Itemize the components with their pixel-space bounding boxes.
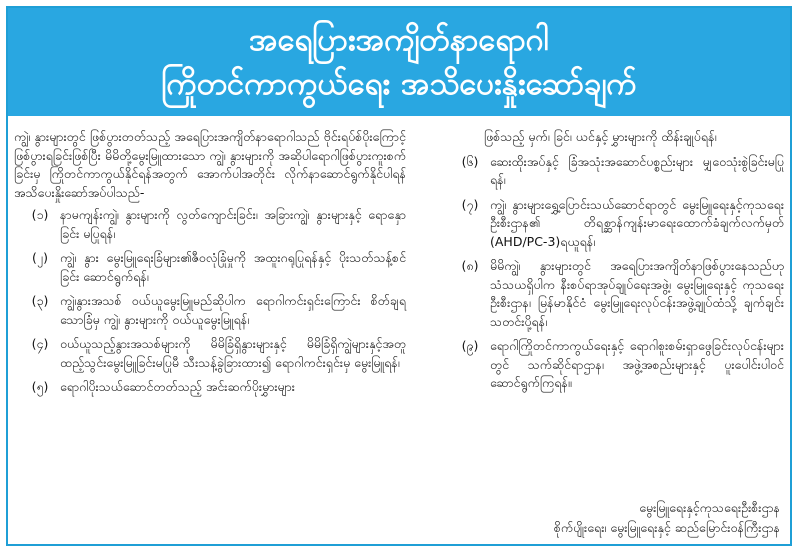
item-text: ရောဂါကြိုတင်ကာကွယ်ရေးနှင့် ရောဂါစူးစမ်းရှာဖွေခြင်းလုပ်ငန်းများတွင် သက်ဆိုင်ရာဌာန၊ အဖွဲ့အစည်းများနှင့် ပူးပေါင်းပါဝင်ဆောင်ရွက်ကြရန်။	[490, 338, 784, 390]
title-banner	[8, 8, 790, 116]
item-number: (၁)	[31, 207, 49, 222]
item-text: ရောဂါပိုးသယ်ဆောင်တတ်သည့် အင်းဆက်ပိုးမွှားများ	[60, 379, 295, 394]
item-continuation: ဖြစ်သည့် မှက်၊ ခြင်၊ ယင်နှင့် မွှားများကို ထိန်းချုပ်ရန်၊	[484, 129, 717, 144]
item-number: (၈)	[461, 258, 479, 273]
list-item	[14, 335, 406, 372]
list-item	[444, 153, 784, 190]
item-number: (၉)	[461, 338, 479, 353]
item-number: (၇)	[461, 196, 479, 212]
item-number: (၅)	[31, 379, 49, 394]
list-item	[14, 292, 406, 329]
item-text: ကျွဲ၊နွားအသစ် ဝယ်ယူမွေးမြူမည်ဆိုပါက ရောဂါကင်းရှင်းကြောင်း စိတ်ချရသောခြံမှ ကျွဲ၊ နွားများကို ဝယ်ယူမွေးမြူရန်၊	[60, 293, 406, 327]
list-item	[444, 337, 784, 393]
title-line-1: အရေပြားအကျိတ်နာရောဂါ	[249, 22, 549, 58]
item-text: ကျွဲ၊ နွား မွေးမြူရေးခြံများ၏ဇီဝလုံခြုံမှုကို အထူးဂရုပြုရန်နှင့် ပိုးသတ်သန့်စင်ခြင်း ဆောင်ရွက်ရန်၊	[60, 250, 406, 284]
list-item	[14, 206, 406, 243]
list-item	[14, 378, 406, 397]
item-text: ဝယ်ယူသည့်နွားအသစ်များကို မိမိခြံရှိနွားများနှင့် မိမိခြံရှိကျွဲများနှင့်အတူ ထည့်သွင်းမွေးမြူခြင်းမပြုမီ သီးသန့်ခွဲခြားထား၍ ရောဂါကင်းရှင်းမှ မွေးမြူရန်၊	[60, 336, 406, 370]
signature-ministry: စိုက်ပျိုးရေး၊ မွေးမြူရေးနှင့် ဆည်မြောင်းဝန်ကြီးဌာန	[553, 520, 780, 535]
item-number: (၂)	[32, 250, 48, 265]
right-column	[444, 128, 784, 399]
item-number: (၃)	[31, 293, 49, 308]
list-item	[14, 249, 406, 286]
item-text: မိမိကျွဲ၊ နွားများတွင် အရေပြားအကျိတ်နာဖြစ်ပွားနေသည်ဟု သံသယရှိပါက နီးစပ်ရာအုပ်ချုပ်ရေးအဖွဲ့၊ မွေးမြူရေးနှင့် ကုသရေးဦးစီးဌာန၊ မြန်မာနိုင်ငံ မွေးမြူရေးလုပ်ငန်းအဖွဲ့ချုပ်ထံသို့ ချက်ချင်းသတင်းပို့ရန်၊	[490, 258, 784, 329]
list-item	[444, 196, 784, 252]
item-number: (၆)	[461, 153, 479, 169]
item-text: ဆေးထိုးအပ်နှင့် ခြံအသုံးအဆောင်ပစ္စည်းများ မျှဝေသုံးစွဲခြင်းမပြုရန်၊	[490, 153, 784, 187]
item-text: ကျွဲ၊ နွားများရွှေ့ပြောင်းသယ်ဆောင်ရာတွင် မွေးမြူရေးနှင့်ကုသရေးဦးစီးဌာန၏ တိရစ္ဆာန်ကျန်းမာရေးထောက်ခံချက်လက်မှတ် (AHD/PC-3)ရယူရန်၊	[490, 196, 784, 249]
item-number: (၄)	[31, 336, 49, 351]
signature-block	[554, 498, 780, 538]
title-line-2: ကြိုတင်ကာကွယ်ရေး အသိပေးနှိုးဆော်ချက်	[161, 66, 637, 102]
signature-department: မွေးမြူရေးနှင့်ကုသရေးဦးစီးဌာန	[639, 500, 780, 515]
intro-paragraph: ကျွဲ၊ နွားများတွင် ဖြစ်ပွားတတ်သည့် အရေပြားအကျိတ်နာရောဂါသည် ဗိုင်းရပ်စ်ပိုးကြောင့် ဖြစ်ပွားရခြင်းဖြစ်ပြီး မိမိတို့မွေးမြူထားသော ကျွဲ၊ နွားများကို အဆိုပါရောဂါဖြစ်ပွားကူးစက်ခြင်းမှ ကြိုတင်ကာကွယ်နိုင်ရန်အတွက် အောက်ပါအတိုင်း လိုက်နာဆောင်ရွက်နိုင်ပါရန် အသိပေးနှိုးဆော်အပ်ပါသည်-	[14, 129, 406, 200]
item-text: နာမကျန်းကျွဲ၊ နွားများကို လွတ်ကျောင်းခြင်း၊ အခြားကျွဲ၊ နွားများနှင့် ရောနှောခြင်း မပြုရန်၊	[60, 207, 406, 241]
notice-frame	[6, 6, 792, 546]
list-item	[444, 257, 784, 331]
left-column	[14, 128, 406, 403]
